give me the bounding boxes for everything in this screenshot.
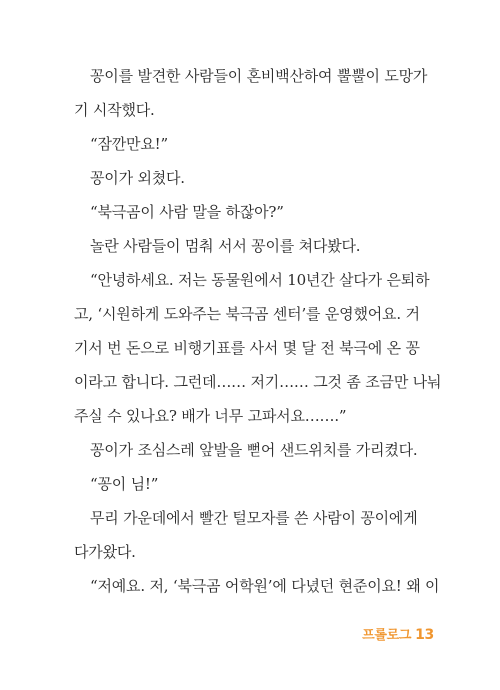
text-line: 기서 번 돈으로 비행기표를 사서 몇 달 전 북극에 온 꽁: [74, 339, 420, 357]
section-title: 프롤로그: [362, 628, 412, 643]
text-line: “북극곰이 사람 말을 하잖아?”: [90, 203, 284, 221]
text-line: “저예요. 저, ‘북극곰 어학원’에 다녔던 현준이요! 왜 이: [90, 577, 440, 595]
text-line: 주실 수 있나요? 배가 너무 고파서요…….”: [74, 407, 347, 425]
page-number: 13: [415, 627, 434, 643]
page-footer: [362, 624, 434, 643]
text-line: 꽁이가 외쳤다.: [90, 169, 185, 187]
text-line: “꽁이 님!”: [90, 475, 159, 493]
text-line: 놀란 사람들이 멈춰 서서 꽁이를 쳐다봤다.: [90, 237, 361, 255]
text-line: 무리 가운데에서 빨간 털모자를 쓴 사람이 꽁이에게: [90, 509, 418, 527]
text-line: 고, ‘시원하게 도와주는 북극곰 센터’를 운영했어요. 거: [74, 305, 420, 323]
text-line: 이라고 합니다. 그런데…… 저기…… 그것 좀 조금만 나눠: [74, 373, 442, 391]
text-line: 꽁이가 조심스레 앞발을 뻗어 샌드위치를 가리켰다.: [90, 441, 418, 459]
text-line: 기 시작했다.: [74, 101, 155, 119]
text-line: 다가왔다.: [74, 543, 136, 561]
text-line: “잠깐만요!”: [90, 135, 168, 153]
text-line: “안녕하세요. 저는 동물원에서 10년간 살다가 은퇴하: [90, 271, 430, 289]
text-line: 꽁이를 발견한 사람들이 혼비백산하여 뿔뿔이 도망가: [90, 67, 428, 85]
